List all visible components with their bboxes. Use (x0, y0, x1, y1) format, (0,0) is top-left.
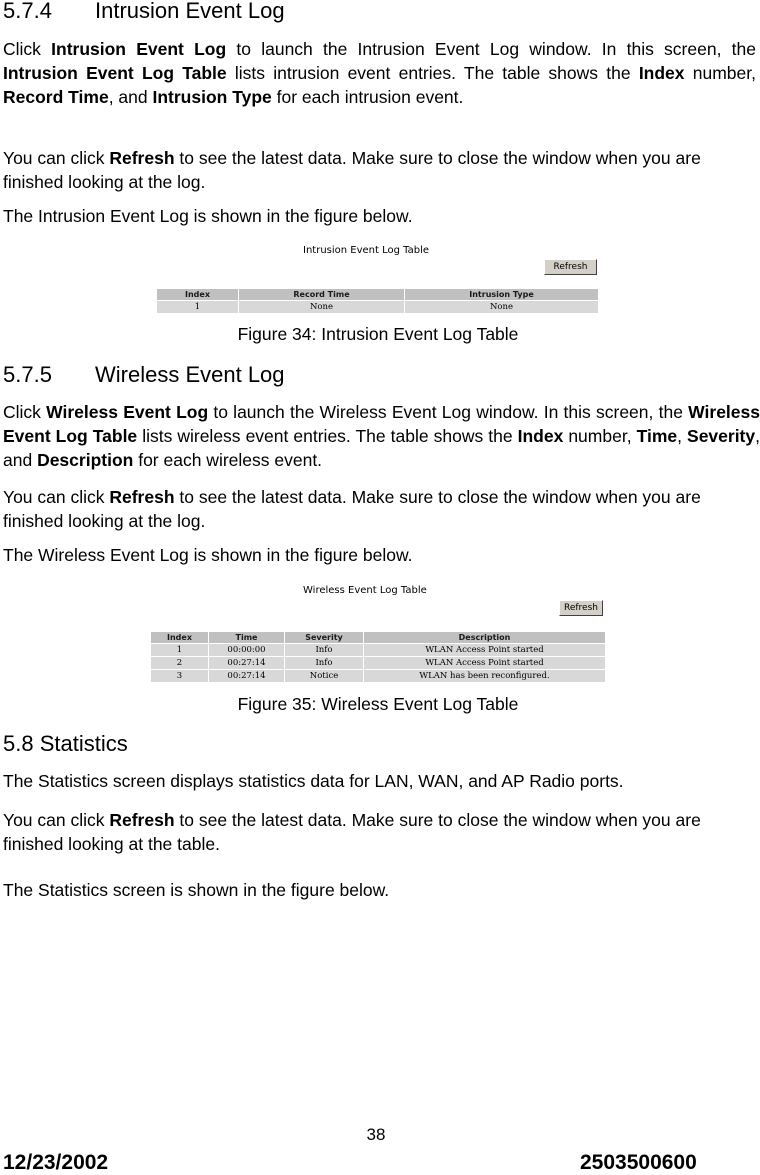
intrusion-event-table (156, 288, 599, 314)
cell-intrusion-type: None (405, 301, 598, 313)
cell-record-time: None (239, 301, 404, 313)
figure-title: Intrusion Event Log Table (303, 245, 430, 256)
cell-index: 1 (151, 644, 208, 656)
cell-severity: Info (285, 657, 363, 669)
figure-title: Wireless Event Log Table (303, 585, 427, 596)
column-header-record-time: Record Time (239, 289, 404, 300)
intrusion-refresh-paragraph: You can click Refresh to see the latest data. Make sure to close the window when you are finished looking at the log. (3, 148, 701, 192)
figure-35-caption: Figure 35: Wireless Event Log Table (237, 694, 519, 714)
table-row (151, 670, 605, 682)
statistics-refresh-paragraph: You can click Refresh to see the latest data. Make sure to close the window when you are finished looking at the table. (3, 810, 701, 854)
cell-time: 00:27:14 (209, 657, 284, 669)
statistics-intro-paragraph: The Statistics screen displays statistics data for LAN, WAN, and AP Radio ports. (3, 771, 624, 791)
cell-description: WLAN Access Point started (364, 657, 605, 669)
cell-index: 1 (157, 301, 238, 313)
section-heading-intrusion-event-log (3, 0, 285, 24)
cell-time: 00:00:00 (209, 644, 284, 656)
footer-date: 12/23/2002 (3, 1151, 109, 1174)
section-title: Intrusion Event Log (95, 0, 285, 23)
table-row (151, 657, 605, 669)
section-title: Wireless Event Log (95, 362, 285, 387)
table-header-row (157, 289, 598, 300)
table-row (157, 301, 598, 313)
cell-severity: Info (285, 644, 363, 656)
section-heading-statistics: 5.8 Statistics (3, 731, 128, 756)
footer-document-number: 2503500600 (580, 1151, 697, 1174)
cell-index: 2 (151, 657, 208, 669)
wireless-refresh-paragraph: You can click Refresh to see the latest data. Make sure to close the window when you are finished looking at the log. (3, 487, 701, 531)
refresh-button[interactable]: Refresh (544, 259, 597, 275)
wireless-event-table (150, 631, 606, 683)
table-header-row (151, 632, 605, 643)
statistics-figure-intro: The Statistics screen is shown in the figure below. (3, 880, 390, 900)
page-number: 38 (366, 1125, 386, 1144)
cell-description: WLAN Access Point started (364, 644, 605, 656)
section-number: 5.7.4 (3, 0, 52, 23)
wireless-figure-intro: The Wireless Event Log is shown in the figure below. (3, 545, 413, 565)
column-header-intrusion-type: Intrusion Type (405, 289, 598, 300)
column-header-index: Index (157, 289, 238, 300)
column-header-index: Index (151, 632, 208, 643)
column-header-time: Time (209, 632, 284, 643)
column-header-description: Description (364, 632, 605, 643)
cell-description: WLAN has been reconfigured. (364, 670, 605, 682)
cell-time: 00:27:14 (209, 670, 284, 682)
cell-index: 3 (151, 670, 208, 682)
wireless-intro-paragraph: Click Wireless Event Log to launch the Wireless Event Log window. In this screen, the Wireless Event Log Table lists wireless event entries. The table shows the Index number, Time, Severity, and Description for each wireless event. (3, 402, 760, 470)
section-number: 5.7.5 (3, 362, 52, 387)
section-heading-wireless-event-log (3, 362, 285, 388)
table-row (151, 644, 605, 656)
column-header-severity: Severity (285, 632, 363, 643)
cell-severity: Notice (285, 670, 363, 682)
figure-34-caption: Figure 34: Intrusion Event Log Table (237, 324, 519, 344)
intrusion-figure-intro: The Intrusion Event Log is shown in the figure below. (3, 206, 413, 226)
intrusion-intro-paragraph: Click Intrusion Event Log to launch the Intrusion Event Log window. In this screen, the Intrusion Event Log Table lists intrusion event entries. The table shows the Index number, Record Time, and Intrusion Type for each intrusion event. (3, 39, 756, 107)
refresh-button[interactable]: Refresh (559, 600, 603, 616)
